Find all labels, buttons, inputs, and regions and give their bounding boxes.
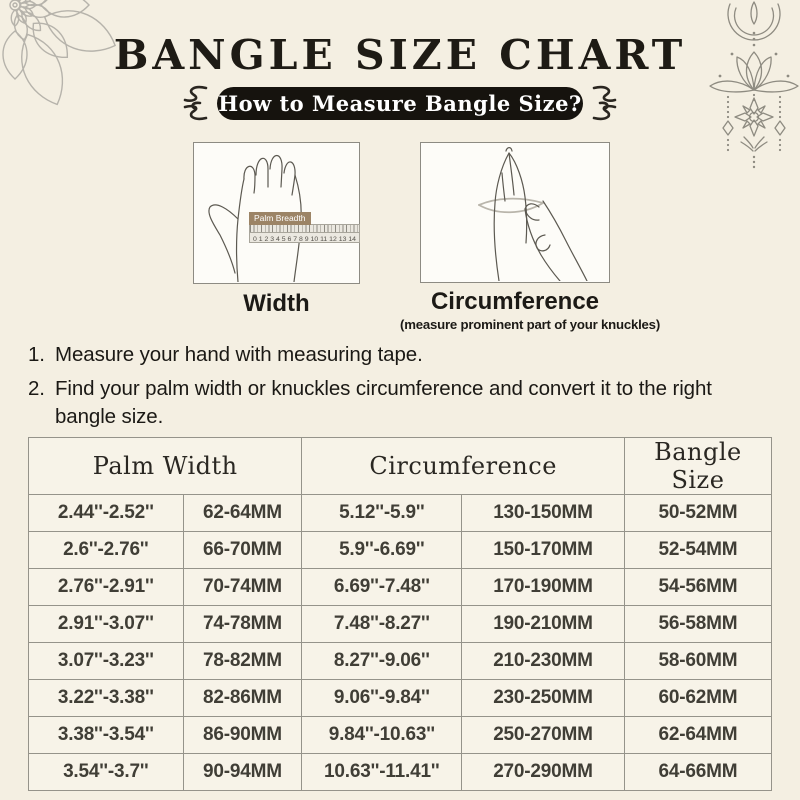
table-cell: 3.22''-3.38''	[29, 680, 184, 717]
table-cell: 270-290MM	[462, 754, 625, 791]
table-cell: 3.54''-3.7''	[29, 754, 184, 791]
circumference-caption: Circumference	[430, 288, 600, 315]
table-cell: 150-170MM	[462, 532, 625, 569]
table-cell: 70-74MM	[183, 569, 302, 606]
table-cell: 86-90MM	[183, 717, 302, 754]
table-cell: 82-86MM	[183, 680, 302, 717]
table-cell: 3.38''-3.54''	[29, 717, 184, 754]
table-cell: 5.9''-6.69''	[302, 532, 462, 569]
circumference-measure-figure	[420, 142, 610, 283]
table-row	[29, 495, 772, 532]
width-measure-figure	[193, 142, 360, 284]
step-number: 1.	[28, 343, 45, 366]
ribbon-label: How to Measure Bangle Size?	[218, 90, 582, 116]
table-row	[29, 754, 772, 791]
instructions-list	[28, 341, 772, 437]
table-cell: 50-52MM	[624, 495, 771, 532]
table-cell: 2.76''-2.91''	[29, 569, 184, 606]
table-cell: 78-82MM	[183, 643, 302, 680]
step-text: Find your palm width or knuckles circumference and convert it to the right bangle size.	[55, 377, 712, 428]
table-cell: 3.07''-3.23''	[29, 643, 184, 680]
table-cell: 250-270MM	[462, 717, 625, 754]
table-cell: 6.69''-7.48''	[302, 569, 462, 606]
table-cell: 74-78MM	[183, 606, 302, 643]
table-cell: 62-64MM	[624, 717, 771, 754]
table-cell: 9.06''-9.84''	[302, 680, 462, 717]
table-cell: 9.84''-10.63''	[302, 717, 462, 754]
ruler-scale	[250, 233, 360, 243]
table-cell: 8.27''-9.06''	[302, 643, 462, 680]
table-cell: 60-62MM	[624, 680, 771, 717]
table-cell: 10.63''-11.41''	[302, 754, 462, 791]
table-cell: 2.91''-3.07''	[29, 606, 184, 643]
circumference-note: (measure prominent part of your knuckles)	[400, 317, 661, 332]
table-cell: 190-210MM	[462, 606, 625, 643]
how-to-measure-ribbon	[217, 87, 583, 120]
table-cell: 54-56MM	[624, 569, 771, 606]
flourish-right-icon	[590, 83, 622, 123]
lotus-ornament-icon	[692, 0, 800, 178]
table-cell: 7.48''-8.27''	[302, 606, 462, 643]
instruction-step-2	[28, 375, 772, 430]
table-cell: 66-70MM	[183, 532, 302, 569]
col-header-bangle-size: Bangle Size	[624, 438, 771, 495]
table-cell: 56-58MM	[624, 606, 771, 643]
flourish-left-icon	[178, 83, 210, 123]
table-cell: 230-250MM	[462, 680, 625, 717]
table-header-row	[29, 438, 772, 495]
table-row	[29, 532, 772, 569]
circumference-caption-block	[400, 288, 661, 332]
table-cell: 52-54MM	[624, 532, 771, 569]
palm-breadth-tag: Palm Breadth	[249, 212, 311, 225]
table-row	[29, 680, 772, 717]
instruction-step-1	[28, 341, 772, 368]
hands-measuring-illustration	[421, 143, 608, 281]
table-row	[29, 643, 772, 680]
table-row	[29, 606, 772, 643]
width-caption: Width	[243, 290, 310, 317]
how-to-ribbon-row	[178, 85, 622, 121]
step-text: Measure your hand with measuring tape.	[55, 343, 423, 366]
table-cell: 58-60MM	[624, 643, 771, 680]
page-title: BANGLE SIZE CHART	[113, 31, 687, 79]
col-header-circumference: Circumference	[302, 438, 624, 495]
table-cell: 210-230MM	[462, 643, 625, 680]
table-cell: 64-66MM	[624, 754, 771, 791]
size-table	[28, 437, 772, 791]
table-cell: 130-150MM	[462, 495, 625, 532]
table-cell: 90-94MM	[183, 754, 302, 791]
table-cell: 62-64MM	[183, 495, 302, 532]
step-number: 2.	[28, 377, 45, 401]
table-row	[29, 717, 772, 754]
ruler-ticks	[250, 225, 359, 233]
ruler	[249, 224, 360, 243]
table-row	[29, 569, 772, 606]
ruler-numbers: 0 1 2 3 4 5 6 7 8 9 10 11 12 13 14	[253, 236, 357, 243]
table-cell: 2.44''-2.52''	[29, 495, 184, 532]
col-header-palm-width: Palm Width	[29, 438, 302, 495]
table-cell: 170-190MM	[462, 569, 625, 606]
table-cell: 2.6''-2.76''	[29, 532, 184, 569]
table-cell: 5.12''-5.9''	[302, 495, 462, 532]
